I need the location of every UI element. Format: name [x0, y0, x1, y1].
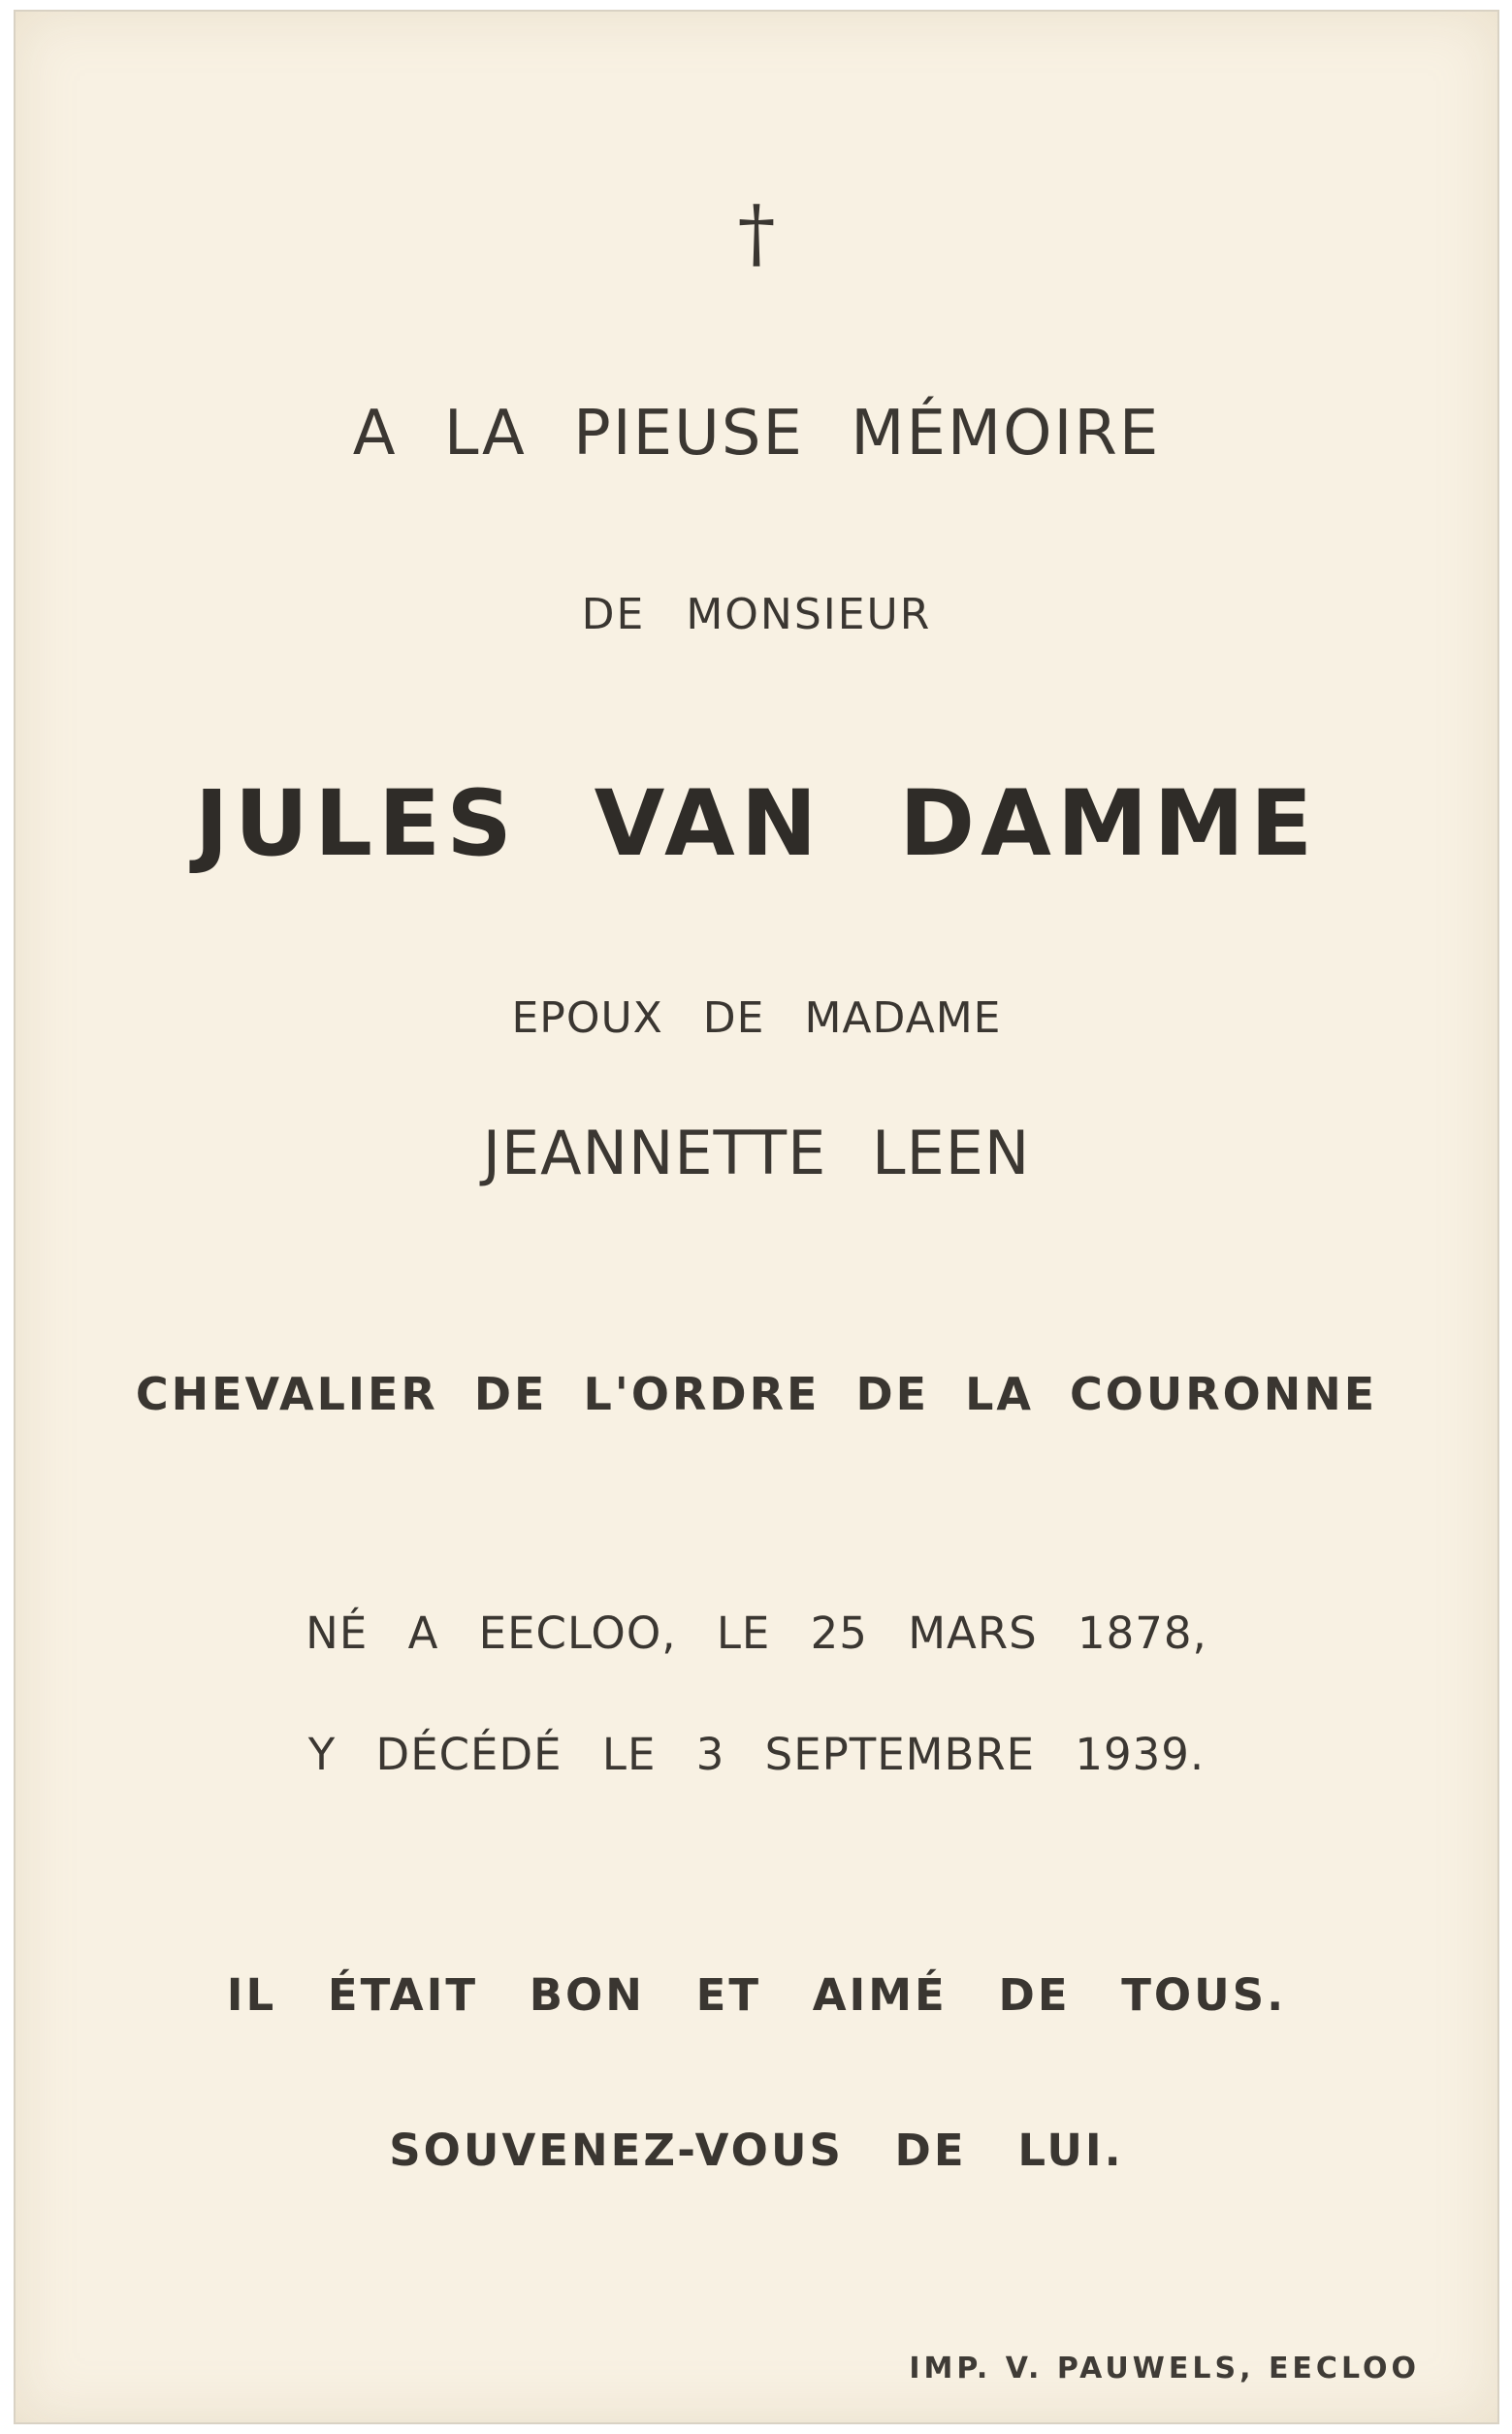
virtue-line: IL ÉTAIT BON ET AIMÉ DE TOUS.	[226, 1969, 1287, 2021]
printer-imprint: IMP. V. PAUWELS, EECLOO	[909, 2352, 1420, 2385]
remember-line: SOUVENEZ-VOUS DE LUI.	[389, 2125, 1124, 2176]
birth-line: NÉ A EECLOO, LE 25 MARS 1878,	[306, 1607, 1207, 1659]
wife-name: JEANNETTE LEEN	[482, 1118, 1031, 1188]
honorary-title: CHEVALIER DE L'ORDRE DE LA COURONNE	[135, 1368, 1378, 1420]
deceased-name: JULES VAN DAMME	[194, 771, 1319, 877]
epoux-text: EPOUX DE MADAME	[511, 993, 1002, 1043]
memorial-card	[14, 10, 1499, 2424]
death-line: Y DÉCÉDÉ LE 3 SEPTEMBRE 1939.	[307, 1729, 1206, 1780]
memorial-heading: A LA PIEUSE MÉMOIRE	[352, 398, 1161, 470]
cross-icon: †	[737, 190, 776, 277]
de-monsieur-text: DE MONSIEUR	[581, 590, 932, 639]
